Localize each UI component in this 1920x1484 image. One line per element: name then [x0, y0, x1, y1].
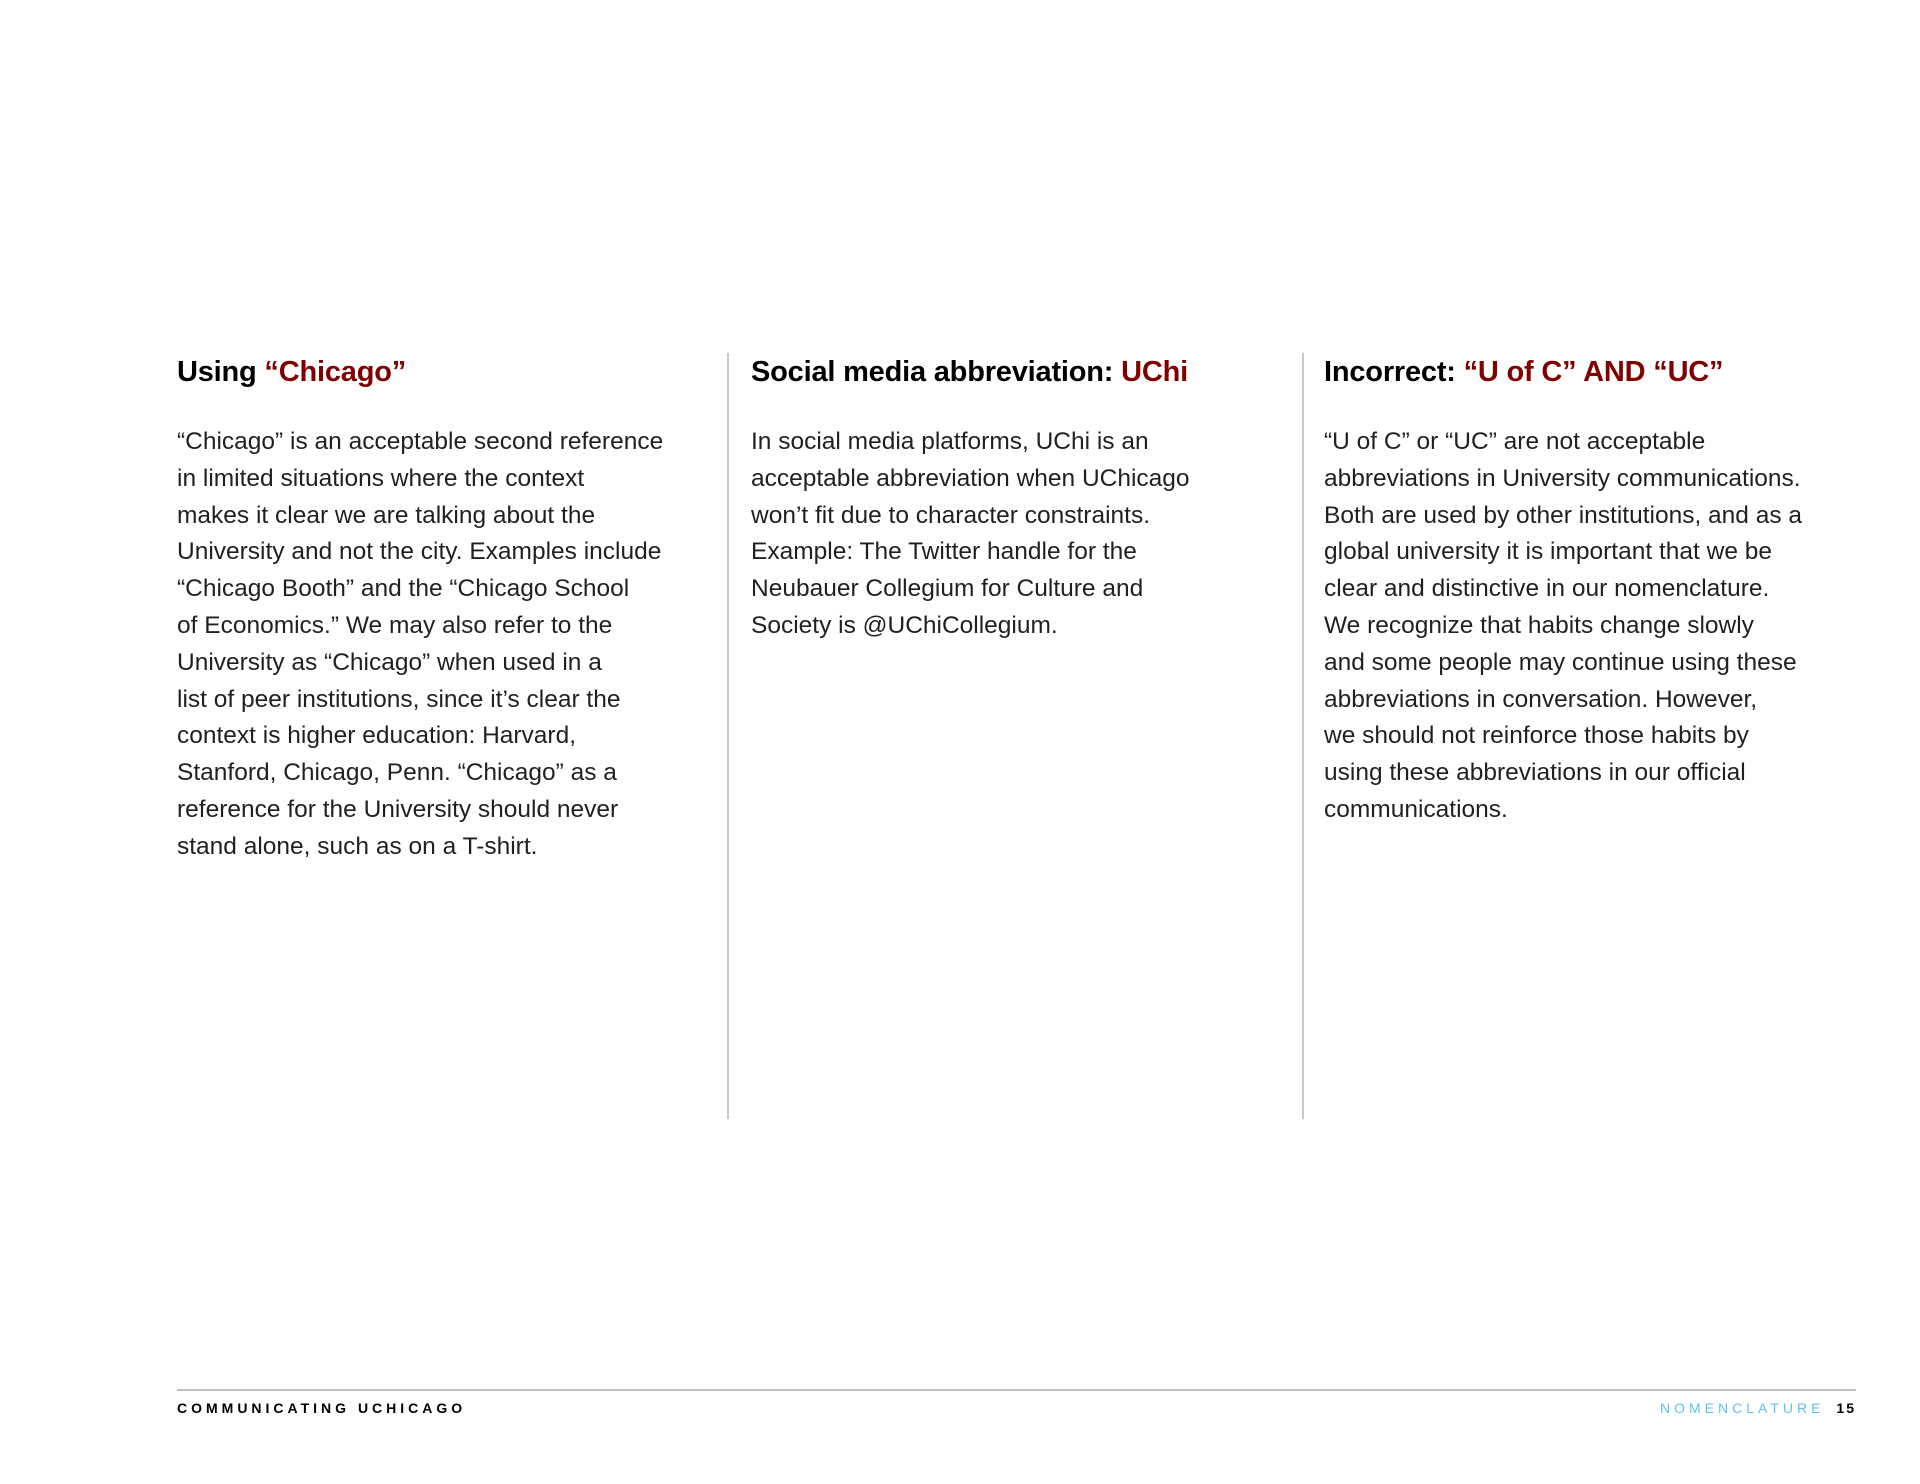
column-divider — [1302, 353, 1304, 1119]
column-divider — [727, 353, 729, 1119]
body-line: University as “Chicago” when used in a — [177, 648, 602, 676]
body-line: Stanford, Chicago, Penn. “Chicago” as a — [177, 759, 617, 787]
body-line: acceptable abbreviation when UChicago — [751, 464, 1190, 492]
body-line: context is higher education: Harvard, — [177, 722, 577, 750]
body-line: stand alone, such as on a T-shirt. — [177, 832, 538, 860]
body-line: we should not reinforce those habits by — [1324, 722, 1749, 750]
footer-rule — [177, 1389, 1856, 1391]
footer-doc-title: COMMUNICATING UCHICAGO — [177, 1400, 467, 1416]
body-line: list of peer institutions, since it’s clear the — [177, 685, 621, 713]
body-line: Society is @UChiCollegium. — [751, 611, 1058, 639]
body-line: “Chicago Booth” and the “Chicago School — [177, 575, 630, 603]
body-line: Neubauer Collegium for Culture and — [751, 575, 1144, 603]
column-social-media — [751, 352, 1291, 645]
footer-section — [1660, 1400, 1856, 1416]
column-incorrect — [1324, 352, 1864, 829]
body-line: of Economics.” We may also refer to the — [177, 611, 613, 639]
body-line: Example: The Twitter handle for the — [751, 538, 1137, 566]
body-line: global university it is important that we be — [1324, 538, 1773, 566]
body-line: in limited situations where the context — [177, 464, 585, 492]
column-body — [177, 424, 717, 866]
column-heading: Using “Chicago” — [177, 356, 407, 388]
footer-section-name: NOMENCLATURE — [1660, 1400, 1825, 1416]
page-number: 15 — [1836, 1400, 1856, 1416]
body-line: “U of C” or “UC” are not acceptable — [1324, 428, 1706, 455]
body-line: and some people may continue using these — [1324, 648, 1797, 676]
column-body — [751, 424, 1291, 645]
column-heading: Incorrect: “U of C” AND “UC” — [1324, 356, 1724, 388]
column-using-chicago — [177, 352, 717, 866]
body-line: using these abbreviations in our official — [1324, 759, 1746, 787]
body-line: Both are used by other institutions, and as a — [1324, 501, 1803, 529]
body-line: University and not the city. Examples include — [177, 538, 662, 566]
body-line: makes it clear we are talking about the — [177, 501, 596, 529]
body-line: In social media platforms, UChi is an — [751, 428, 1149, 455]
body-line: “Chicago” is an acceptable second reference — [177, 428, 664, 455]
body-line: won’t fit due to character constraints. — [751, 501, 1150, 529]
column-heading: Social media abbreviation: UChi — [751, 356, 1188, 388]
body-line: We recognize that habits change slowly — [1324, 611, 1754, 639]
body-line: clear and distinctive in our nomenclature. — [1324, 575, 1770, 603]
body-line: communications. — [1324, 795, 1508, 823]
body-line: abbreviations in conversation. However, — [1324, 685, 1758, 713]
body-line: abbreviations in University communications. — [1324, 464, 1801, 492]
body-line: reference for the University should never — [177, 795, 619, 823]
column-body — [1324, 424, 1864, 829]
